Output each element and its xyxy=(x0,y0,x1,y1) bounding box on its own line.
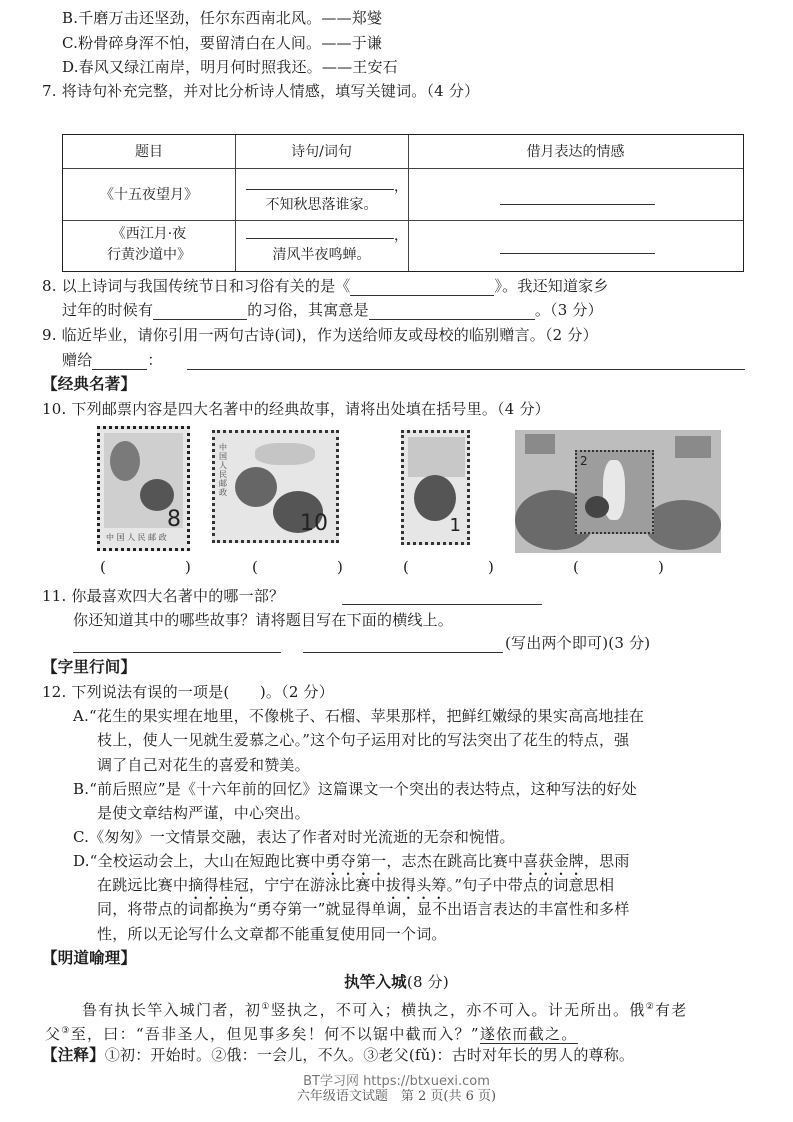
q12-option-d-line4: 性，所以无论写什么文章都不能重复使用同一个词。 xyxy=(97,925,447,943)
footnote-marker: ① xyxy=(261,1002,271,1012)
row1-emotion-blank[interactable] xyxy=(500,204,655,205)
passage-line1 xyxy=(82,997,688,1020)
q11-story1-blank[interactable] xyxy=(73,652,281,653)
passage-title-line xyxy=(0,972,793,992)
q8-text: 》。我还知道家乡 xyxy=(494,277,609,295)
passage-score: (8 分) xyxy=(406,973,449,991)
row1-title: 《十五夜望月》 xyxy=(100,187,198,203)
stamp3-paren-close: ) xyxy=(488,558,494,576)
q11-story2-blank[interactable] xyxy=(303,652,503,653)
q8-line1 xyxy=(42,276,609,296)
stamp3-paren-open: ( xyxy=(403,558,409,576)
stamp2-paren-open: ( xyxy=(252,558,258,576)
footnote-marker: ③ xyxy=(61,1026,71,1036)
row2-given-line: 清风半夜鸣蝉。 xyxy=(272,247,371,263)
option-text: “全校运动会上，大山在短跑比赛中 xyxy=(89,852,326,870)
stamp-artwork xyxy=(525,434,555,454)
stamp-country-text: 中 国 人 民 邮 政 xyxy=(106,533,167,542)
q8-line2 xyxy=(62,300,603,320)
row2-verse-blank[interactable] xyxy=(246,238,394,239)
option-text: ，宁宁在游泳比赛中 xyxy=(249,876,386,894)
footnote-marker: ② xyxy=(645,1002,655,1012)
row1-comma: ， xyxy=(394,179,408,195)
q7-prompt: 7. 将诗句补充完整，并对比分析诗人情感，填写关键词。（4 分） xyxy=(42,82,480,100)
stamp3-answer[interactable] xyxy=(413,572,473,586)
q12-option-b-line2: 是使文章结构严谨，中心突出。 xyxy=(97,804,310,822)
row2-title-line2: 行黄沙道中》 xyxy=(107,247,191,263)
option-text: “花生的果实埋在地里，不像桃子、石榴、苹果那样，把鲜红嫩绿的果实高高地挂在 xyxy=(89,707,645,725)
option-text: ，志杰在跳高比赛中 xyxy=(386,852,524,870)
stamp-country-text: 中国人民邮政 xyxy=(219,443,227,497)
stamp1-paren-close: ) xyxy=(185,558,191,576)
q8-text: 过年的时候有 xyxy=(62,301,154,319)
option-text: ，思雨 xyxy=(583,852,630,870)
option-label: A. xyxy=(73,707,90,725)
stamp-artwork xyxy=(235,467,277,507)
q8-text: 8. 以上诗词与我国传统节日和习俗有关的是《 xyxy=(42,277,351,295)
q8-text: 的习俗，其寓意是 xyxy=(247,301,369,319)
stamp1-paren-open: ( xyxy=(100,558,106,576)
q8-meaning-blank[interactable] xyxy=(369,303,535,320)
q12-option-a-line2: 枝上，使人一见就生爱慕之心。”这个句子运用对比的写法突出了花生的特点，强 xyxy=(97,731,630,749)
q11-line1: 11. 你最喜欢四大名著中的哪一部？ xyxy=(42,587,285,605)
q11-line2: 你还知道其中的哪些故事？请将题目写在下面的横线上。 xyxy=(73,611,454,629)
option-text: 《匆匆》一文情景交融，表达了作者对时光流逝的无奈和惋惜。 xyxy=(89,828,515,846)
table-divider xyxy=(63,220,743,221)
row2-emotion-blank[interactable] xyxy=(500,253,655,254)
table-divider xyxy=(63,168,743,169)
option-text: 。”句子中带点的词意思相 xyxy=(446,876,615,894)
option-text: 粉骨碎身浑不怕，要留清白在人间。——于谦 xyxy=(78,34,383,52)
stamp-4 xyxy=(515,430,721,553)
section-classics: 【经典名著】 xyxy=(42,375,137,393)
table-header-title: 题目 xyxy=(135,144,163,160)
stamp-denomination: 10 xyxy=(300,511,328,536)
passage-text: 父 xyxy=(45,1025,62,1043)
q8-custom-blank[interactable] xyxy=(153,303,247,320)
option-label: B. xyxy=(73,780,90,798)
passage-line2 xyxy=(45,1021,578,1044)
option-label: C. xyxy=(62,34,79,52)
stamp-artwork xyxy=(675,436,711,458)
page-footer: 六年级语文试题 第 2 页(共 6 页) xyxy=(296,1089,497,1104)
q8-festival-blank[interactable] xyxy=(350,279,494,296)
passage-text: 有老 xyxy=(654,1001,688,1019)
stamp1-answer[interactable] xyxy=(110,572,170,586)
stamp-artwork xyxy=(255,443,315,465)
q12-option-a-line3: 调了自己对花生的喜爱和赞美。 xyxy=(97,756,310,774)
row1-given-line: 不知秋思落谁家。 xyxy=(265,197,378,213)
stamp-inner xyxy=(575,450,654,534)
table-header-verse: 诗句/词句 xyxy=(291,144,352,160)
q6-option-c xyxy=(62,33,382,53)
q7-table xyxy=(62,134,744,272)
row1-verse-blank[interactable] xyxy=(246,189,394,190)
q9-message-blank[interactable] xyxy=(187,369,745,370)
stamp4-paren-close: ) xyxy=(658,558,664,576)
q12-option-c-line1 xyxy=(73,827,515,847)
q9-recipient-blank[interactable] xyxy=(92,353,147,370)
option-label: C. xyxy=(73,828,90,846)
row2-title-line1: 《西江月·夜 xyxy=(111,226,187,242)
dotted-word: 拔得头筹 xyxy=(385,876,447,894)
stamp-1 xyxy=(97,426,190,551)
option-text: “前后照应”是《十六年前的回忆》这篇课文一个突出的表达特点，这种写法的好处 xyxy=(89,780,637,798)
passage-title: 执竿入城 xyxy=(344,973,407,991)
q11-note: (写出两个即可)(3 分) xyxy=(505,634,651,652)
stamp-artwork xyxy=(645,500,721,550)
stamp-artwork xyxy=(110,441,140,481)
q8-text: 。（3 分） xyxy=(534,301,603,319)
dotted-word: 喜获金牌 xyxy=(523,852,584,870)
option-text: 在跳远比赛中 xyxy=(97,876,189,894)
stamp4-paren-open: ( xyxy=(573,558,579,576)
q12-option-d-line3: 同，将带点的词都换为“勇夺第一”就显得单调，显不出语言表达的丰富性和多样 xyxy=(97,900,630,918)
section-reasoning: 【明道喻理】 xyxy=(42,949,137,967)
dotted-word: 摘得桂冠 xyxy=(188,876,250,894)
q6-option-d xyxy=(62,57,398,77)
q12-prompt: 12. 下列说法有误的一项是( )。（2 分） xyxy=(42,683,334,701)
notes-label: 【注释】 xyxy=(42,1046,105,1064)
q6-option-b xyxy=(62,8,382,28)
passage-text: 鲁有执长竿入城门者，初 xyxy=(82,1001,262,1019)
stamp2-answer[interactable] xyxy=(262,572,330,586)
stamp-denomination: 2 xyxy=(580,454,588,468)
q11-favorite-blank[interactable] xyxy=(342,604,542,605)
stamp2-paren-close: ) xyxy=(337,558,343,576)
option-text: 春风又绿江南岸，明月何时照我还。——王安石 xyxy=(78,58,398,76)
q9-give-line xyxy=(62,350,163,370)
option-label: D. xyxy=(62,58,79,76)
passage-text: 至，曰：“吾非圣人，但见事多矣！何不以锯中截而入？” xyxy=(70,1025,480,1043)
underlined-sentence: 遂依而截之。 xyxy=(479,1025,578,1043)
stamp-3 xyxy=(401,430,470,545)
table-header-emotion: 借月表达的情感 xyxy=(526,144,625,160)
q12-option-a-line1 xyxy=(73,706,644,726)
q9-prompt: 9. 临近毕业，请你引用一两句古诗(词)，作为送给师友或母校的临别赠言。（2 分） xyxy=(42,326,598,344)
stamp-2 xyxy=(212,430,339,543)
stamp-artwork xyxy=(408,437,465,477)
q10-prompt: 10. 下列邮票内容是四大名著中的经典故事，请将出处填在括号里。（4 分） xyxy=(42,400,550,418)
option-label: D. xyxy=(73,852,90,870)
notes-text: ①初：开始时。②俄：一会儿，不久。③老父(fǔ)：古时对年长的男人的尊称。 xyxy=(104,1046,635,1064)
q12-option-b-line1 xyxy=(73,779,637,799)
option-text: 千磨万击还坚劲，任尔东西南北风。——郑燮 xyxy=(78,9,383,27)
q9-give-label: 赠给 xyxy=(62,351,93,369)
watermark: BT学习网 https://btxuexi.com xyxy=(303,1074,490,1089)
stamp-artwork xyxy=(585,496,609,518)
row2-comma: ， xyxy=(394,228,408,244)
stamp4-answer[interactable] xyxy=(583,572,653,586)
section-between-lines: 【字里行间】 xyxy=(42,658,137,676)
passage-text: 竖执之，不可入；横执之，亦不可入。计无所出。俄 xyxy=(270,1001,646,1019)
passage-notes xyxy=(42,1045,634,1065)
option-label: B. xyxy=(62,9,79,27)
q9-colon: ： xyxy=(147,351,163,369)
stamp-denomination: 1 xyxy=(449,515,461,536)
dotted-word: 勇夺第一 xyxy=(325,852,387,870)
stamp-denomination: 8 xyxy=(167,507,181,532)
